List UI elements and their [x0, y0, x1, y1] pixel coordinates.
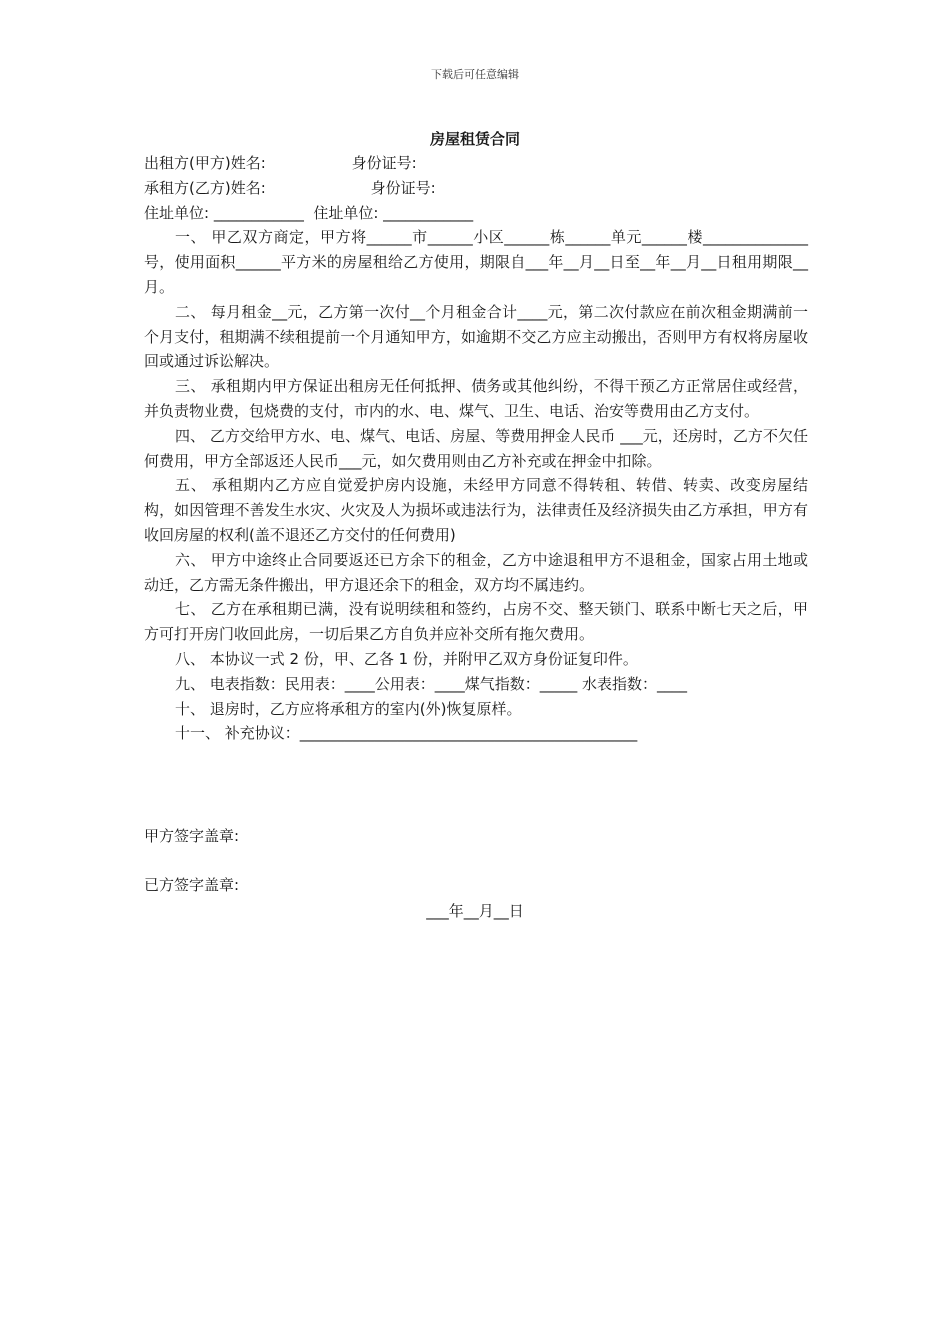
- party-b-signature-label: 已方签字盖章:: [144, 876, 240, 894]
- clause-2: 二、 每月租金__元，乙方第一次付__个月租金合计____元，第二次付款应在前次租金期满前一个月支付，租期满不续租提前一个月通知甲方，如逾期不交乙方应主动搬出，否则甲方有权将房屋收回或通过诉讼解决。: [144, 302, 808, 371]
- signing-date-line: ___年__月__日: [426, 902, 524, 920]
- clause-10: 十、 退房时，乙方应将承租方的室内(外)恢复原样。: [175, 699, 522, 718]
- clause-4: 四、 乙方交给甲方水、电、煤气、电话、房屋、等费用押金人民币 ___元，还房时，乙方不欠任何费用，甲方全部返还人民币___元，如欠费用则由乙方补充或在押金中扣除。: [144, 426, 808, 470]
- party-a-signature-label: 甲方签字盖章:: [144, 827, 240, 845]
- address-line: 住址单位: ____________ 住址单位: ____________: [144, 203, 474, 222]
- clause-1: 一、 甲乙双方商定，甲方将______市______小区______栋______单元______楼______________号，使用面积______平方米的房屋租给乙方使用，期限自___年__月__日至__年__月__日租用期限__月。: [144, 228, 808, 296]
- contract-body: [144, 151, 808, 746]
- clause-5: 五、 承租期内乙方应自觉爱护房内设施，未经甲方同意不得转租、转借、转卖、改变房屋结构，如因管理不善发生水灾、火灾及人为损坏或违法行为，法律责任及经济损失由乙方承担，甲方有收回房屋的权利(盖不退还乙方交付的任何费用): [144, 476, 808, 544]
- header-note: 下载后可任意编辑: [431, 68, 519, 81]
- lessee-info-line: 承租方(乙方)姓名: 身份证号:: [144, 178, 436, 197]
- clause-9: 九、 电表指数：民用表：____公用表：____煤气指数：_____ 水表指数：____: [175, 674, 688, 693]
- clause-7: 七、 乙方在承租期已满，没有说明续租和签约，占房不交、整天锁门、联系中断七天之后，甲方可打开房门收回此房，一切后果乙方自负并应补交所有拖欠费用。: [144, 600, 808, 644]
- clause-11: 十一、 补充协议：_____________________________________________: [175, 724, 638, 743]
- document-title: 房屋租赁合同: [429, 130, 520, 148]
- lessor-info-line: 出租方(甲方)姓名: 身份证号:: [144, 154, 417, 172]
- clause-8: 八、 本协议一式 2 份，甲、乙各 1 份，并附甲乙双方身份证复印件。: [175, 649, 638, 668]
- clause-6: 六、 甲方中途终止合同要返还已方余下的租金，乙方中途退租甲方不退租金，国家占用土地或动迁，乙方需无条件搬出，甲方退还余下的租金，双方均不属违约。: [144, 550, 808, 594]
- clause-3: 三、 承租期内甲方保证出租房无任何抵押、债务或其他纠纷，不得干预乙方正常居住或经营，并负责物业费，包烧费的支付，市内的水、电、煤气、卫生、电话、治安等费用由乙方支付。: [144, 377, 808, 420]
